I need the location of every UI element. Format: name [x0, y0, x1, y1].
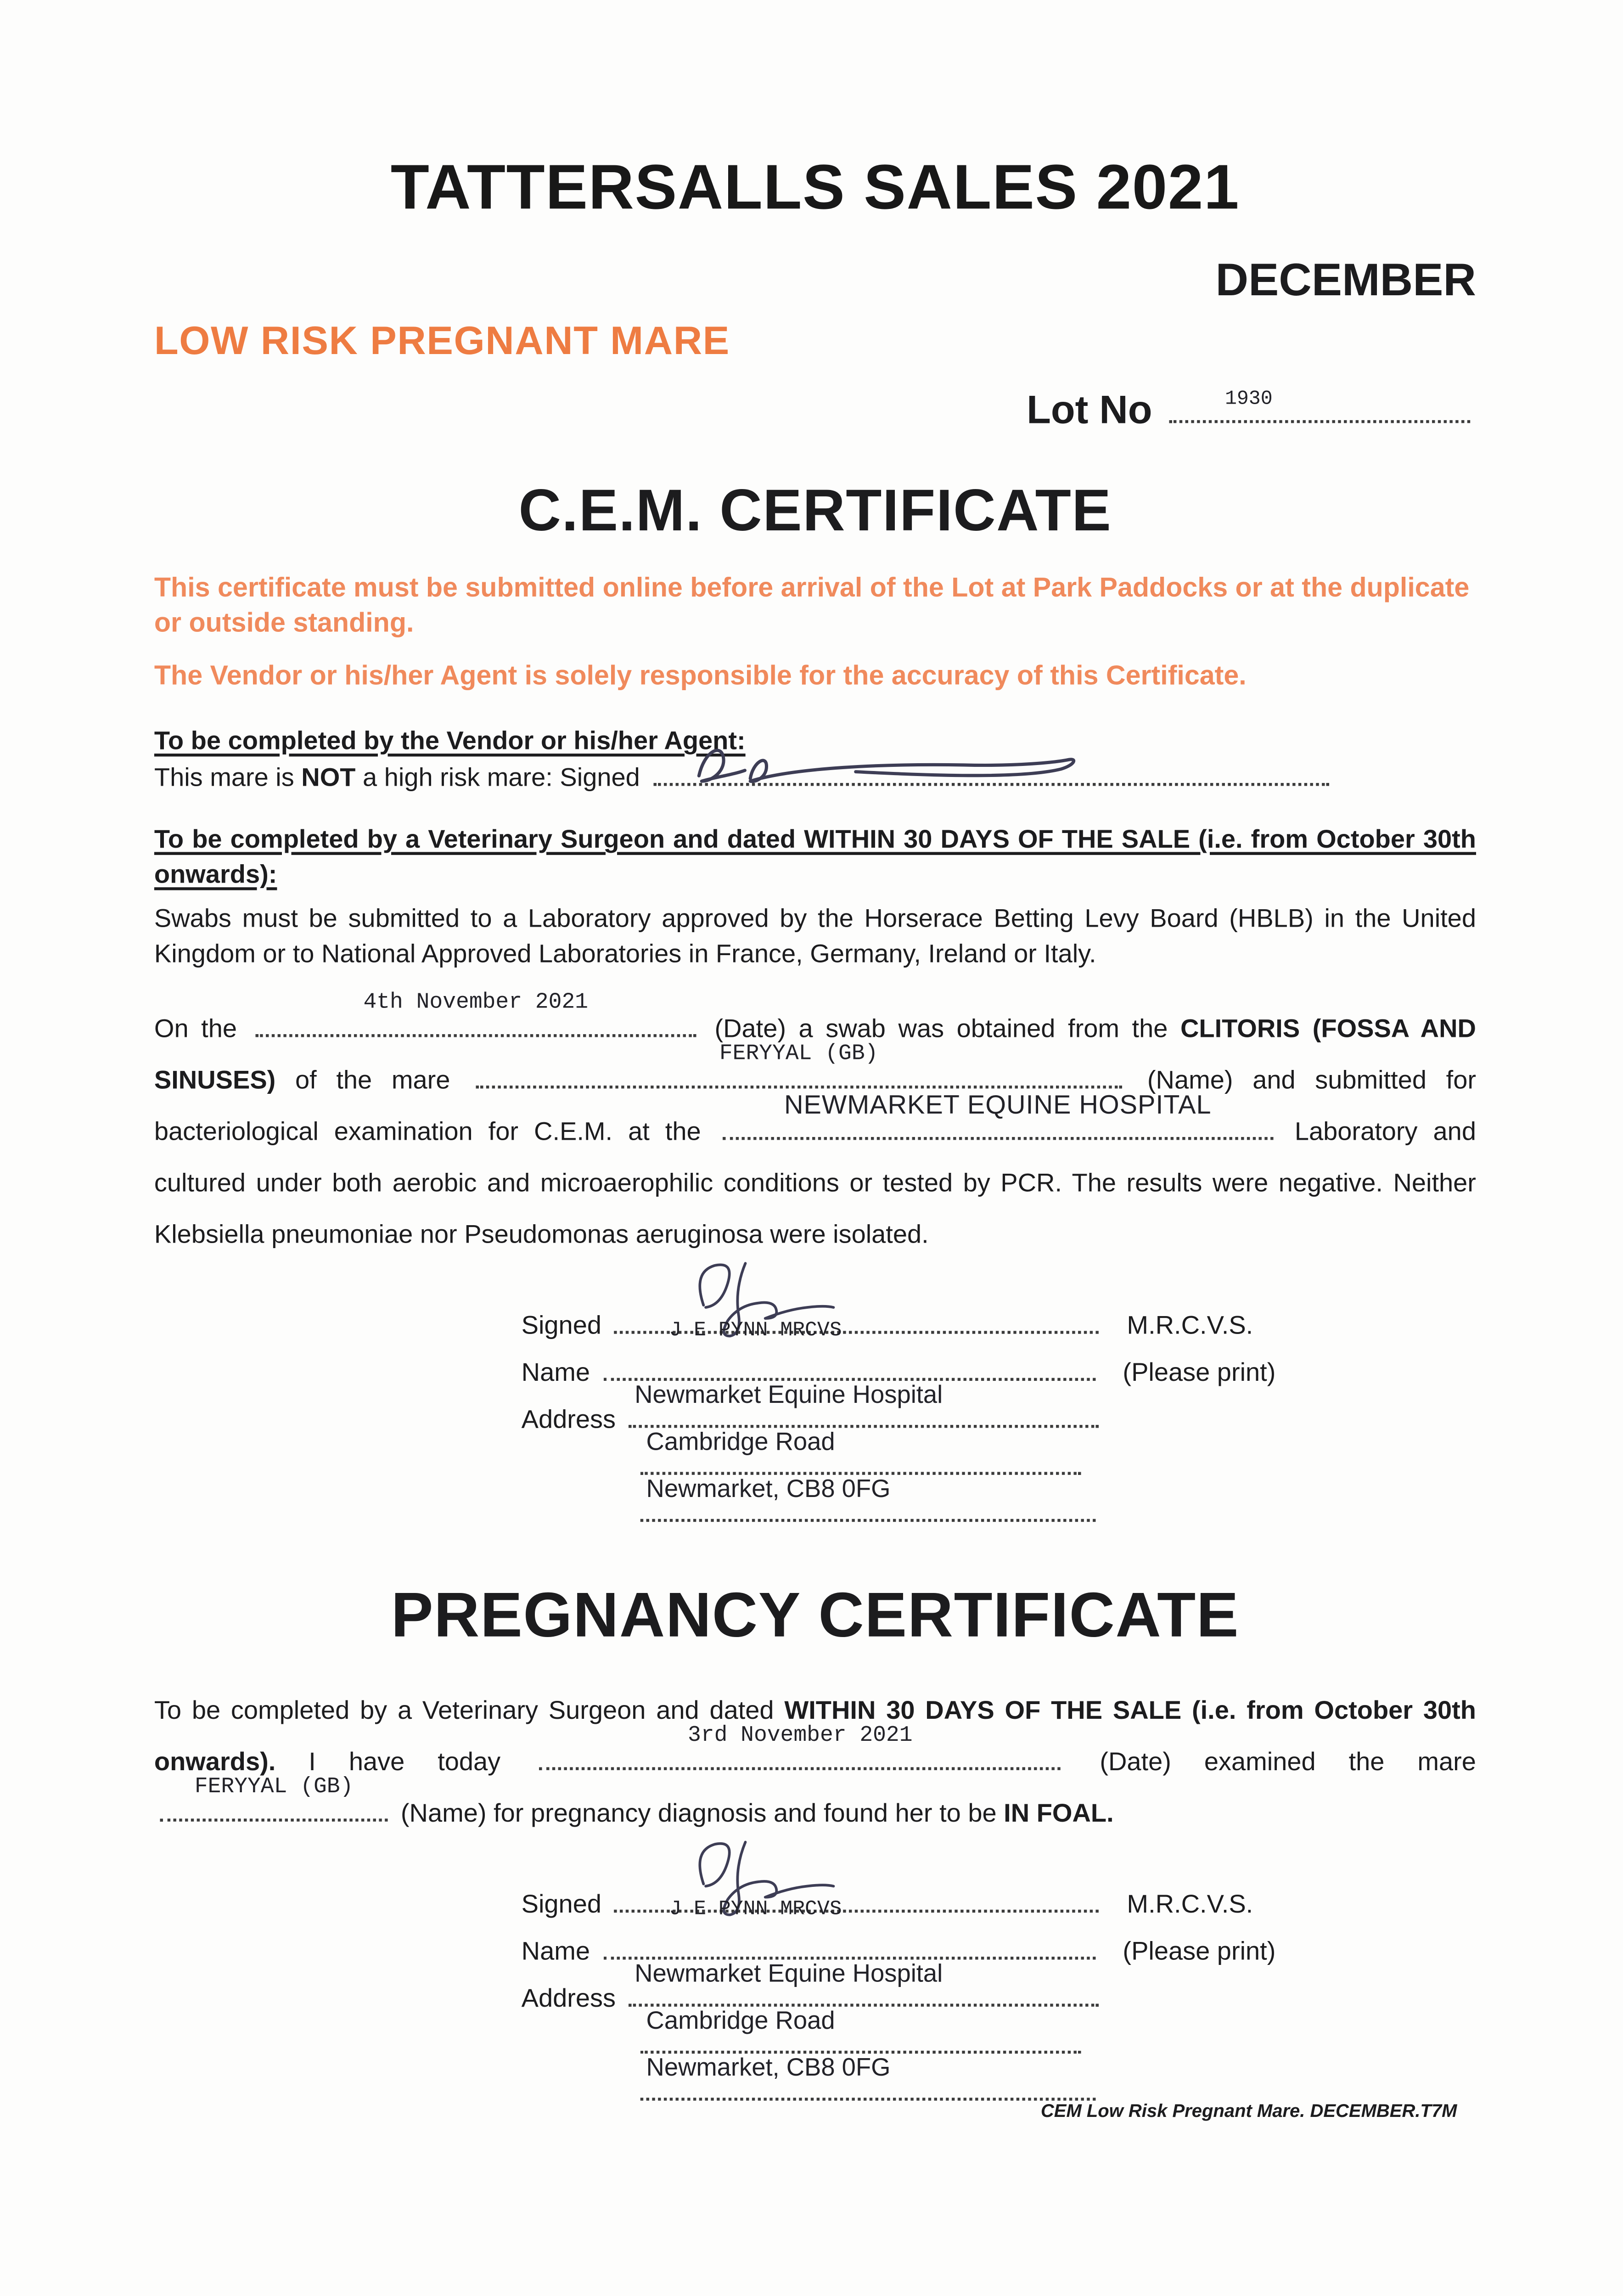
- vendor-declaration-line: [154, 762, 1476, 800]
- address-row-3: [522, 1474, 1476, 1536]
- risk-category-label: LOW RISK PREGNANT MARE: [154, 319, 730, 363]
- notice-vendor-responsibility: The Vendor or his/her Agent is solely responsible for the accuracy of this Certificate.: [154, 659, 1247, 691]
- signed-row: [522, 1880, 1476, 1927]
- pregnancy-declaration-paragraph: [154, 1685, 1476, 1839]
- vendor-section-heading: To be completed by the Vendor or his/her Agent:: [154, 726, 746, 755]
- please-print-label: (Please print): [1123, 1357, 1276, 1387]
- cem-declaration-paragraph: [154, 990, 1476, 1261]
- address-line-3: [640, 1474, 1096, 1522]
- please-print-label: (Please print): [1123, 1936, 1276, 1966]
- notice-online-submission: This certificate must be submitted online before arrival of the Lot at Park Paddocks or at the duplicate or outside standing.: [154, 571, 1470, 638]
- exam-date-field: [539, 1723, 1061, 1770]
- pregnancy-signature-block: [522, 1880, 1476, 2116]
- name-label: Name: [521, 1936, 590, 1966]
- cem-certificate-heading: C.E.M. CERTIFICATE: [518, 478, 1112, 544]
- text-run: (Name) and submitted for bacteriological examination for C.E.M. at the: [154, 1065, 1476, 1146]
- address-line-3: [640, 2054, 1096, 2101]
- name-label: Name: [521, 1357, 590, 1387]
- printed-name-value: J E PYNN MRCVS: [669, 1319, 842, 1343]
- address-value-3: Newmarket, CB8 0FG: [646, 2054, 891, 2082]
- lot-number-field: [1169, 389, 1470, 423]
- swab-date-field: [255, 990, 696, 1037]
- address-value-3: Newmarket, CB8 0FG: [646, 1474, 891, 1503]
- text-run: To be completed by a Veterinary Surgeon and dated: [154, 1695, 785, 1725]
- text-run: (Date) examined the mare: [1067, 1746, 1476, 1776]
- address-label: Address: [521, 1404, 616, 1434]
- laboratory-name-field: [722, 1090, 1273, 1140]
- address-value-2: Cambridge Road: [646, 1428, 835, 1456]
- signed-label: Signed: [521, 1889, 601, 1919]
- vet-section-heading: To be completed by a Veterinary Surgeon and dated WITHIN 30 DAYS OF THE SALE (i.e. from October 30th onwards):: [154, 824, 1476, 889]
- address-value-2: Cambridge Road: [646, 2006, 835, 2035]
- lot-number-value: 1930: [1224, 389, 1273, 411]
- address-value-1: Newmarket Equine Hospital: [635, 1381, 943, 1409]
- swab-date-field-value: 4th November 2021: [363, 990, 588, 1015]
- text-run: (Date) a swab was obtained from the: [702, 1013, 1180, 1043]
- cem-signature-block: [522, 1301, 1476, 1536]
- text-run: (Name) for pregnancy diagnosis and found her to be: [393, 1798, 1004, 1828]
- lot-number-label: Lot No: [1027, 388, 1152, 432]
- text-run: a high risk mare: Signed: [355, 762, 647, 792]
- lot-number-row: [154, 388, 1476, 441]
- text-run: IN FOAL.: [1004, 1798, 1114, 1828]
- text-run: I have today: [275, 1746, 534, 1776]
- mare-name-field-value: FERYYAL (GB): [194, 1774, 354, 1800]
- swab-laboratory-paragraph: Swabs must be submitted to a Laboratory approved by the Horserace Betting Levy Board (HBLB) in the United Kingdom or to National Approved Laboratories in France, Germany, Ireland or Italy.: [154, 903, 1476, 968]
- text-run: On the: [154, 1013, 250, 1043]
- form-reference: CEM Low Risk Pregnant Mare. DECEMBER.T7M: [1040, 2100, 1457, 2122]
- text-run: of the mare: [275, 1065, 470, 1095]
- pregnancy-certificate-heading: PREGNANCY CERTIFICATE: [391, 1581, 1240, 1651]
- mare-name-field-value: FERYYAL (GB): [719, 1041, 878, 1067]
- mare-name-field: [160, 1774, 388, 1822]
- printed-name-value: J E PYNN MRCVS: [669, 1898, 842, 1922]
- signed-row: [522, 1301, 1476, 1348]
- text-run: CLITORIS (FOSSA AND SINUSES): [154, 1013, 1476, 1095]
- vendor-signed-line: [653, 780, 1329, 786]
- address-label: Address: [521, 1983, 616, 2013]
- mrcvs-label: M.R.C.V.S.: [1127, 1889, 1253, 1919]
- text-run: Laboratory and cultured under both aerobic and microaerophilic conditions or tested by PCR. The results were negative. Neither Klebsiella pneumoniae nor Pseudomonas aeruginosa were isolated.: [154, 1116, 1476, 1249]
- signed-label: Signed: [521, 1310, 601, 1340]
- text-run: WITHIN 30 DAYS OF THE SALE (i.e. from October 30th onwards).: [154, 1695, 1476, 1776]
- text-run: This mare is: [154, 762, 302, 792]
- mrcvs-label: M.R.C.V.S.: [1127, 1310, 1253, 1340]
- page-title: TATTERSALLS SALES 2021: [390, 152, 1240, 224]
- laboratory-name-field-value: NEWMARKET EQUINE HOSPITAL: [784, 1090, 1212, 1120]
- address-value-1: Newmarket Equine Hospital: [635, 1959, 943, 1988]
- exam-date-field-value: 3rd November 2021: [687, 1723, 913, 1748]
- not-emphasis: NOT: [301, 762, 356, 792]
- sale-month: DECEMBER: [1215, 254, 1476, 306]
